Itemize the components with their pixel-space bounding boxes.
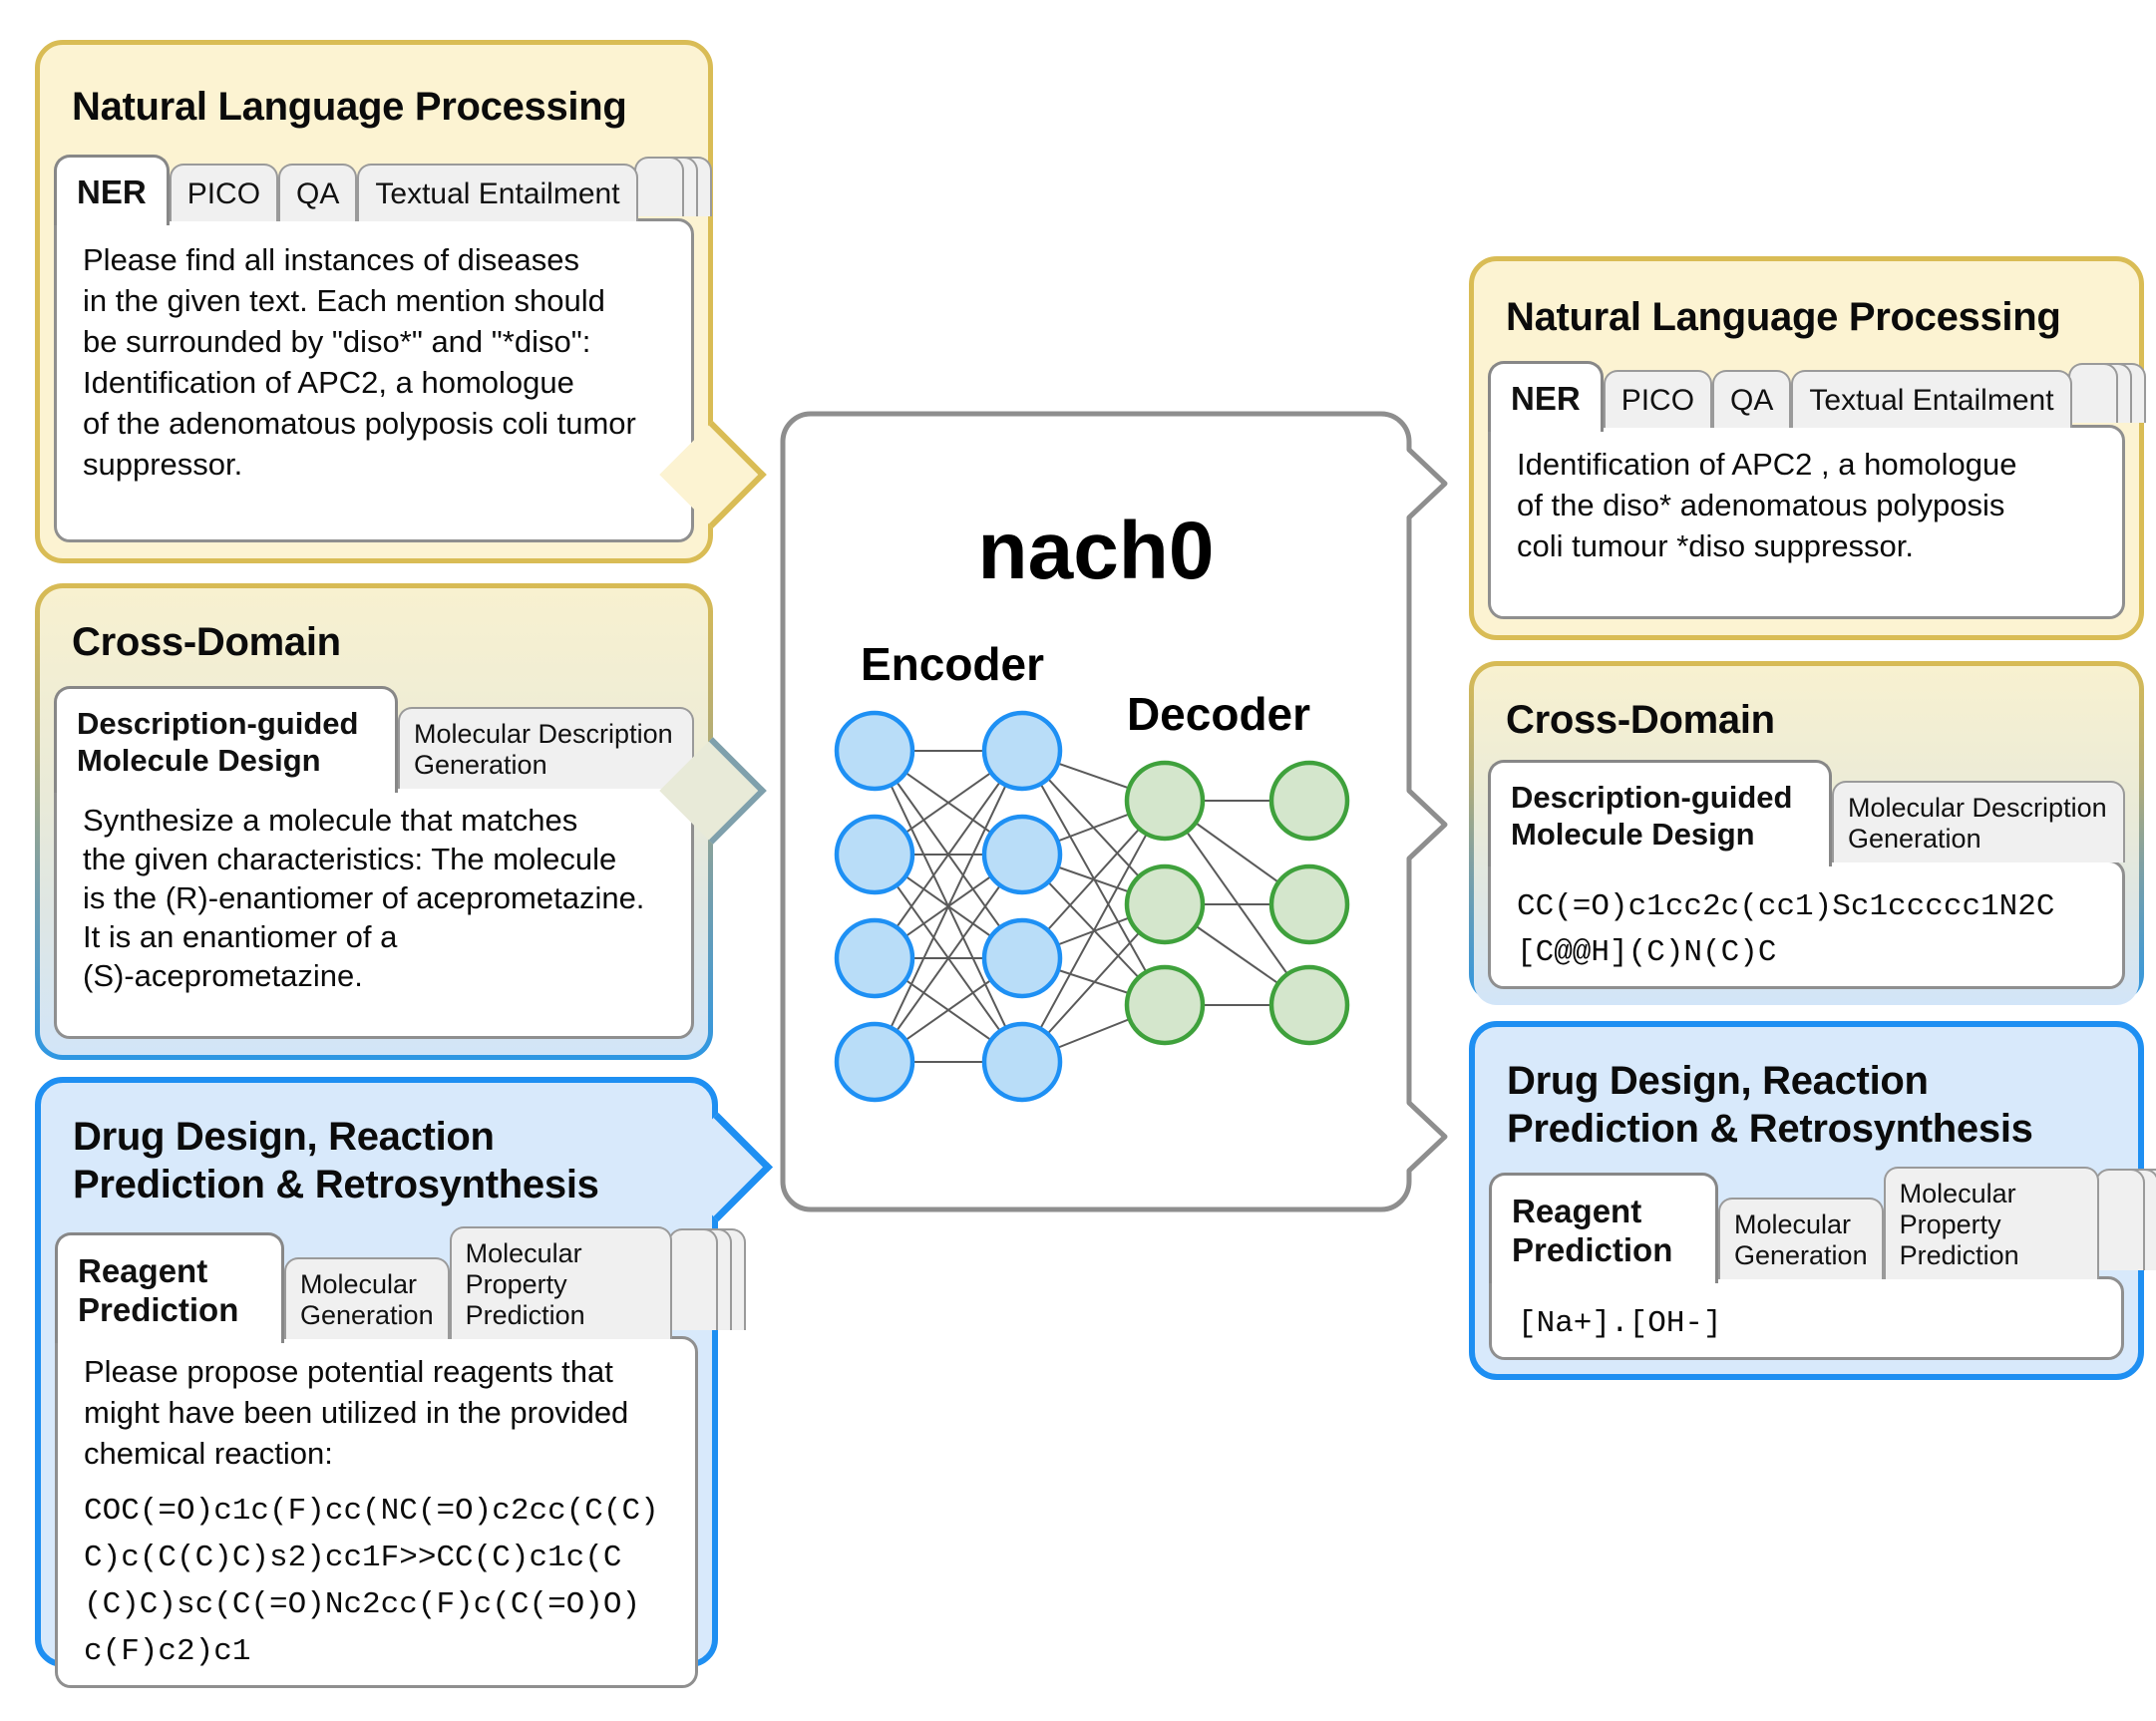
tab-pico: PICO xyxy=(1604,370,1712,428)
tab-ner-active: NER xyxy=(1488,361,1604,432)
panel-title: Prediction & Retrosynthesis xyxy=(1507,1107,2033,1151)
encoder-node xyxy=(837,1024,912,1100)
prompt-line: Synthesize a molecule that matches xyxy=(83,803,578,838)
encoder-node xyxy=(984,1024,1060,1100)
task-tabs xyxy=(54,686,694,789)
prompt-card xyxy=(54,218,694,542)
decoder-node xyxy=(1271,763,1347,839)
prompt-card xyxy=(54,786,694,1039)
prompt-card xyxy=(55,1336,698,1688)
right-panel-nlp xyxy=(1469,256,2144,640)
prompt-line: Please propose potential reagents that xyxy=(84,1354,613,1389)
prompt-line: It is an enantiomer of a xyxy=(83,919,398,954)
smiles-line: c(F)c2)c1 xyxy=(84,1634,251,1669)
tab-textual-entailment: Textual Entailment xyxy=(1791,370,2071,428)
tab-description-guided-molecule-design-active: Description-guided Molecule Design xyxy=(54,686,398,793)
task-tabs xyxy=(1488,361,2125,428)
smiles-line: (C)C)sc(C(=O)Nc2cc(F)c(C(=O)O) xyxy=(84,1587,641,1622)
prompt-line: Identification of APC2, a homologue xyxy=(83,365,574,400)
output-line: coli tumour *diso suppressor. xyxy=(1517,528,1915,563)
prompt-line: chemical reaction: xyxy=(84,1436,333,1471)
tab-qa: QA xyxy=(1712,370,1791,428)
task-tabs xyxy=(55,1226,698,1339)
stacked-tab-sheet xyxy=(2095,1169,2145,1270)
stacked-tab-sheet xyxy=(634,157,684,216)
smiles-line: [Na+].[OH-] xyxy=(1518,1306,1722,1341)
prompt-line: of the adenomatous polyposis coli tumor xyxy=(83,406,636,441)
gradient-panel-body xyxy=(1474,666,2139,1005)
tab-description-guided-molecule-design-active: Description-guided Molecule Design xyxy=(1488,760,1832,866)
prompt-line: the given characteristics: The molecule xyxy=(83,842,617,876)
decoder-node xyxy=(1271,967,1347,1043)
task-tabs xyxy=(1488,760,2125,862)
prompt-line: Please find all instances of diseases xyxy=(83,242,580,277)
encoder-node xyxy=(984,817,1060,892)
output-card xyxy=(1488,860,2125,989)
decoder-label: Decoder xyxy=(1126,688,1311,740)
encoder-node xyxy=(984,920,1060,996)
gradient-panel-body xyxy=(40,588,708,1055)
tab-molecular-description-generation: Molecular Description Generation xyxy=(398,707,694,789)
tab-reagent-prediction-active: Reagent Prediction xyxy=(55,1232,284,1343)
panel-title: Cross-Domain xyxy=(72,620,341,664)
prompt-line: be surrounded by "diso*" and "*diso": xyxy=(83,324,591,359)
panel-title: Natural Language Processing xyxy=(72,85,627,129)
tab-textual-entailment: Textual Entailment xyxy=(357,164,637,221)
encoder-node xyxy=(984,713,1060,789)
prompt-line: in the given text. Each mention should xyxy=(83,283,605,318)
output-card xyxy=(1488,425,2125,619)
tab-ner-active: NER xyxy=(54,155,170,225)
model-name: nach0 xyxy=(977,506,1215,596)
smiles-line: [C@@H](C)N(C)C xyxy=(1517,935,1777,970)
tab-molecular-property-prediction: Molecular Property Prediction xyxy=(450,1226,672,1339)
prompt-line: might have been utilized in the provided xyxy=(84,1395,629,1430)
tab-molecular-generation: Molecular Generation xyxy=(284,1257,450,1339)
tab-molecular-property-prediction: Molecular Property Prediction xyxy=(1884,1167,2100,1279)
tab-molecular-generation: Molecular Generation xyxy=(1718,1198,1884,1279)
left-panel-nlp xyxy=(35,40,713,563)
tab-reagent-prediction-active: Reagent Prediction xyxy=(1489,1173,1718,1283)
left-panel-cross-domain xyxy=(35,583,713,1060)
panel-title: Cross-Domain xyxy=(1506,698,1775,742)
nach0-model-box xyxy=(768,399,1466,1236)
encoder-node xyxy=(837,817,912,892)
panel-title: Natural Language Processing xyxy=(1506,295,2061,339)
smiles-line: COC(=O)c1c(F)cc(NC(=O)c2cc(C(C) xyxy=(84,1494,659,1529)
right-panel-cross-domain xyxy=(1469,661,2144,1002)
task-tabs xyxy=(54,155,694,221)
panel-title: Drug Design, Reaction xyxy=(1507,1059,1929,1103)
left-panel-drug-design xyxy=(35,1077,718,1667)
right-panel-drug-design xyxy=(1469,1021,2144,1380)
output-line: of the diso* adenomatous polyposis xyxy=(1517,488,2005,522)
stacked-tab-sheet xyxy=(668,1228,718,1330)
decoder-node xyxy=(1127,763,1203,839)
output-card xyxy=(1489,1276,2124,1360)
decoder-node xyxy=(1127,866,1203,942)
tab-qa: QA xyxy=(278,164,357,221)
panel-title: Prediction & Retrosynthesis xyxy=(73,1163,599,1206)
prompt-line: is the (R)-enantiomer of aceprometazine. xyxy=(83,880,645,915)
panel-title: Drug Design, Reaction xyxy=(73,1115,495,1159)
smiles-line: CC(=O)c1cc2c(cc1)Sc1ccccc1N2C xyxy=(1517,889,2055,924)
decoder-node xyxy=(1127,967,1203,1043)
output-line: Identification of APC2 , a homologue xyxy=(1517,447,2017,482)
decoder-node xyxy=(1271,866,1347,942)
stacked-tab-sheet xyxy=(2068,363,2118,423)
tab-molecular-description-generation: Molecular Description Generation xyxy=(1832,781,2125,862)
prompt-line: suppressor. xyxy=(83,447,243,482)
tab-pico: PICO xyxy=(170,164,278,221)
prompt-line: (S)-aceprometazine. xyxy=(83,958,363,993)
encoder-node xyxy=(837,920,912,996)
encoder-label: Encoder xyxy=(860,638,1045,690)
encoder-node xyxy=(837,713,912,789)
task-tabs xyxy=(1489,1167,2124,1279)
smiles-line: C)c(C(C)C)s2)cc1F>>CC(C)c1c(C xyxy=(84,1541,622,1575)
